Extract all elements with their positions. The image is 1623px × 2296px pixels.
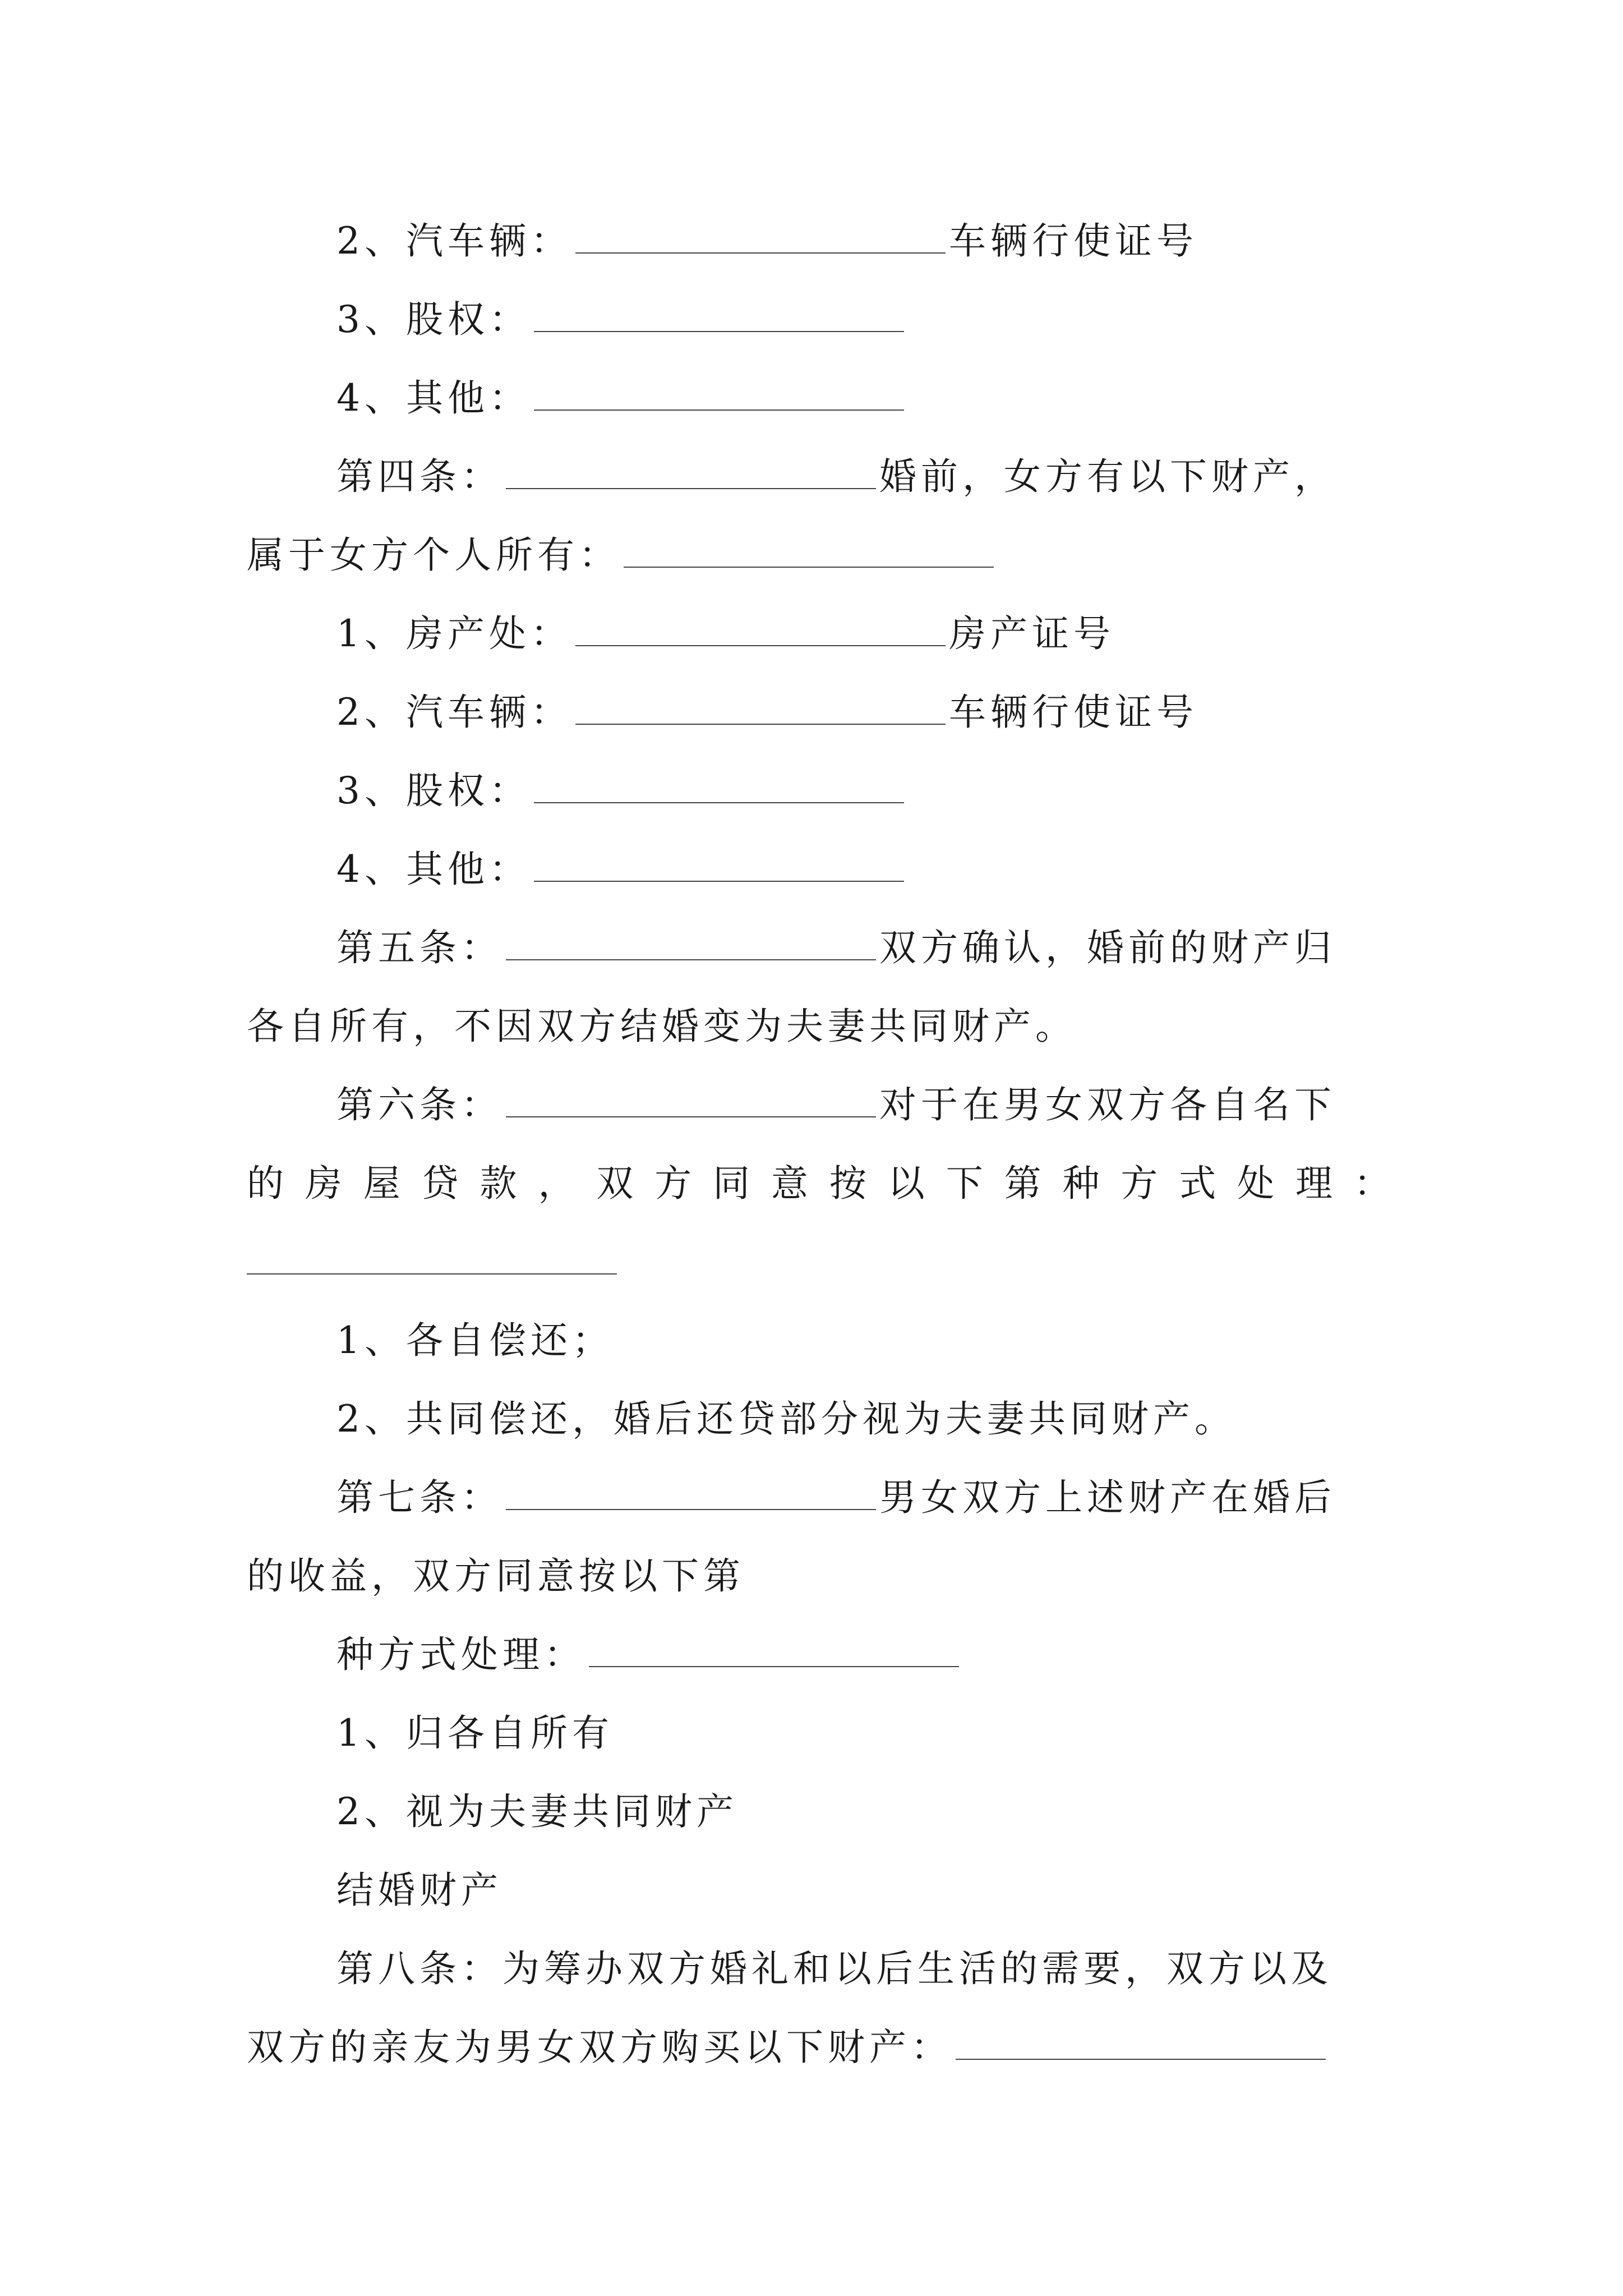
text: 3、股权： — [336, 298, 531, 341]
clause-line — [247, 2008, 1391, 2087]
text: 3、股权： — [336, 769, 531, 812]
text: 第六条： — [336, 1083, 502, 1126]
text: 第四条： — [336, 455, 502, 498]
char: 式 — [1179, 1162, 1216, 1205]
text: 2、汽车辆： — [336, 219, 572, 263]
clause-line — [336, 595, 1391, 673]
fill-blank[interactable] — [575, 610, 946, 646]
clause-line: 2、视为夫妻共同财产 — [336, 1790, 738, 1833]
text: 婚前，女方有以下财产， — [879, 455, 1336, 498]
text: 车辆行使证号 — [949, 219, 1198, 263]
fill-blank[interactable] — [589, 1631, 959, 1667]
text: 对于在男女双方各自名下 — [879, 1083, 1336, 1126]
fill-blank[interactable] — [506, 924, 876, 960]
fill-blank[interactable] — [575, 218, 946, 254]
fill-blank[interactable] — [624, 532, 994, 568]
fill-blank[interactable] — [956, 2024, 1326, 2060]
text: 第七条： — [336, 1476, 502, 1519]
fill-blank[interactable] — [534, 296, 904, 332]
clause-line — [336, 359, 1391, 438]
fill-blank[interactable] — [575, 689, 946, 725]
clause-line — [247, 516, 1391, 595]
char: ： — [1353, 1162, 1391, 1205]
clause-line: 的收益，双方同意按以下第 — [247, 1554, 745, 1598]
text: 2、汽车辆： — [336, 691, 572, 734]
char: 下 — [946, 1162, 983, 1205]
text: 属于女方个人所有： — [247, 533, 620, 577]
char: 房 — [305, 1162, 342, 1205]
char: 种 — [1062, 1162, 1100, 1205]
clause-line — [336, 909, 1391, 987]
text: 双方确认，婚前的财产归 — [879, 926, 1336, 969]
fill-blank[interactable] — [506, 1474, 876, 1510]
text: 男女双方上述财产在婚后 — [879, 1476, 1336, 1519]
text: 4、其他： — [336, 376, 531, 420]
char: 以 — [887, 1162, 925, 1205]
text: 车辆行使证号 — [949, 691, 1198, 734]
clause-line — [336, 202, 1391, 280]
clause-line — [336, 830, 1391, 909]
fill-blank[interactable] — [247, 1239, 617, 1274]
clause-line — [336, 438, 1391, 516]
char: ， — [538, 1162, 575, 1205]
char: 款 — [479, 1162, 517, 1205]
text: 1、房产处： — [336, 612, 572, 655]
fill-blank[interactable] — [506, 453, 876, 489]
char: 第 — [1004, 1162, 1041, 1205]
clause-line: 1、归各自所有 — [336, 1711, 614, 1755]
char: 贷 — [421, 1162, 459, 1205]
fill-blank[interactable] — [534, 846, 904, 882]
char: 处 — [1237, 1162, 1275, 1205]
fill-blank[interactable] — [506, 1082, 876, 1117]
char: 方 — [1121, 1162, 1158, 1205]
fill-blank[interactable] — [534, 375, 904, 411]
clause-line — [336, 673, 1391, 752]
clause-line: 第八条：为筹办双方婚礼和以后生活的需要，双方以及 — [336, 1947, 1332, 1990]
clause-line: 各自所有，不因双方结婚变为夫妻共同财产。 — [247, 1005, 1077, 1048]
text: 4、其他： — [336, 848, 531, 891]
text: 房产证号 — [949, 612, 1115, 655]
char: 同 — [713, 1162, 750, 1205]
char: 的 — [247, 1162, 284, 1205]
justified-line — [247, 1144, 1391, 1223]
blank-line — [247, 1223, 1391, 1301]
fill-blank[interactable] — [534, 767, 904, 803]
clause-line: 2、共同偿还，婚后还贷部分视为夫妻共同财产。 — [336, 1397, 1236, 1441]
text: 双方的亲友为男女双方购买以下财产： — [247, 2026, 952, 2069]
char: 按 — [829, 1162, 866, 1205]
char: 方 — [654, 1162, 692, 1205]
clause-line — [336, 1458, 1391, 1537]
char: 双 — [596, 1162, 634, 1205]
char: 屋 — [363, 1162, 400, 1205]
text: 第五条： — [336, 926, 502, 969]
clause-line — [336, 280, 1391, 359]
clause-line — [336, 1616, 1391, 1694]
clause-line — [336, 752, 1391, 830]
clause-line: 1、各自偿还； — [336, 1319, 614, 1362]
section-heading: 结婚财产 — [336, 1869, 502, 1912]
char: 意 — [771, 1162, 809, 1205]
text: 种方式处理： — [336, 1633, 585, 1676]
clause-line — [336, 1066, 1391, 1144]
char: 理 — [1295, 1162, 1333, 1205]
